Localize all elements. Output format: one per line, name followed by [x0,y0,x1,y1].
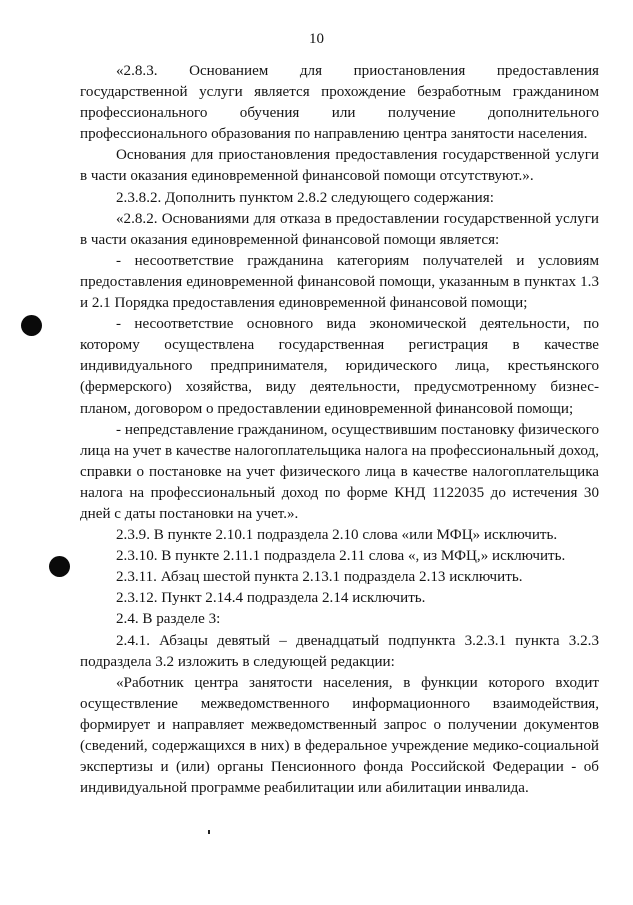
paragraph-2-3-8-2: 2.3.8.2. Дополнить пунктом 2.8.2 следующего содержания: [116,189,494,206]
binder-hole-mark [49,556,70,577]
list-item-mismatch-activity: - несоответствие основного вида экономической деятельности, по которому осуществлена государственная регистрация в качестве индивидуального предпринимателя, юридического лица, крестьянского (фермерского) хозяйства, виду деятельности, предусмотренному бизнес-планом, договором о предоставлении единовременной финансовой помощи; [80,316,599,417]
paragraph-new-wording: «Работник центра занятости населения, в функции которого входит осуществление межведомственного информационного взаимодействия, формирует и направляет межведомственный запрос о получении документов (сведений, содержащихся в них) в федеральное учреждение медико-социальной экспертизы и (или) органы Пенсионного фонда Российской Федерации - об индивидуальной программе реабилитации или абилитации инвалида. [80,674,599,797]
paragraph-2-3-10: 2.3.10. В пункте 2.11.1 подраздела 2.11 слова «, из МФЦ,» исключить. [116,548,566,565]
list-item-no-certificate: - непредставление гражданином, осуществившим постановку физического лица на учет в качестве налогоплательщика налога на профессиональный доход, справки о постановке на учет физического лица в качестве налогоплательщика налога на профессиональный доход по форме КНД 1122035 до истечения 30 дней с даты постановки на учет.». [80,421,599,522]
list-item-mismatch-category: - несоответствие гражданина категориям получателей и условиям предоставления единовременной финансовой помощи, указанным в пунктах 1.3 и 2.1 Порядка предоставления единовременной финансовой помощи; [80,252,599,312]
paragraph-2-4: 2.4. В разделе 3: [116,611,221,628]
paragraph-2-8-3: «2.8.3. Основанием для приостановления предоставления государственной услуги является прохождение безработным гражданином профессионального обучения или получение дополнительного профессионального образования по направлению центра занятости населения. [80,63,599,143]
paragraph-2-3-12: 2.3.12. Пункт 2.14.4 подраздела 2.14 исключить. [116,590,426,607]
binder-hole-mark [21,315,42,336]
document-body [80,61,599,799]
page-number: 10 [309,31,324,47]
paragraph-suspension-grounds: Основания для приостановления предоставления государственной услуги в части оказания единовременной финансовой помощи отсутствуют.». [80,147,599,185]
paragraph-2-3-9: 2.3.9. В пункте 2.10.1 подраздела 2.10 слова «или МФЦ» исключить. [116,527,558,544]
paragraph-2-4-1: 2.4.1. Абзацы девятый – двенадцатый подпункта 3.2.3.1 пункта 3.2.3 подраздела 3.2 изложить в следующей редакции: [80,632,599,670]
scan-speck [208,830,210,834]
paragraph-2-3-11: 2.3.11. Абзац шестой пункта 2.13.1 подраздела 2.13 исключить. [116,569,523,586]
paragraph-2-8-2: «2.8.2. Основаниями для отказа в предоставлении государственной услуги в части оказания единовременной финансовой помощи является: [80,210,599,248]
